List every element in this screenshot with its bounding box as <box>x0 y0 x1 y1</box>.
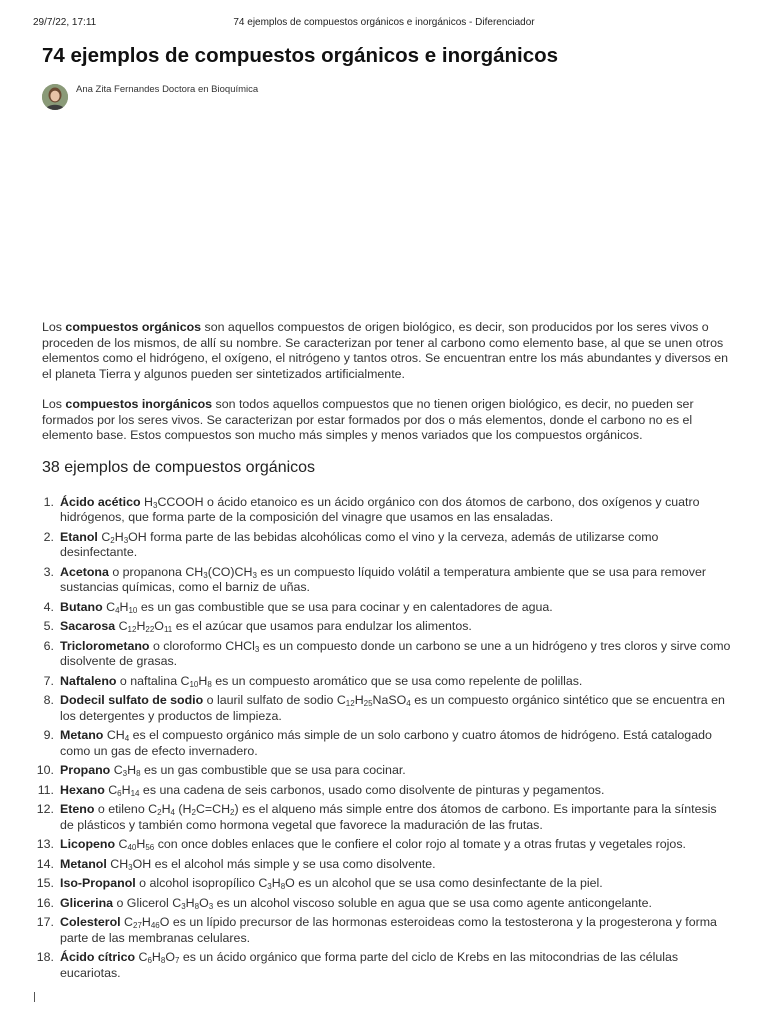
subscript: 46 <box>150 921 160 930</box>
subscript: 7 <box>174 956 180 965</box>
text-run: H <box>185 895 195 910</box>
text-run: es el azúcar que usamos para endulzar los alimentos. <box>172 619 472 633</box>
list-item <box>36 763 732 779</box>
term: compuestos orgánicos <box>65 320 202 334</box>
text-run: son todos aquellos compuestos que no tienen origen biológico, es decir, no pueden ser formados por los seres vivos. Se caracterizan por estar formados por dos o más elementos, donde el carbono no es el elemento base. Estos compuestos son mucho más simples y menos variados que los compuestos orgánicos. <box>42 397 694 442</box>
text-run: C <box>97 529 111 544</box>
list-item-number: 5. <box>43 619 54 633</box>
text-run: H <box>127 763 137 777</box>
term: Etanol <box>60 529 98 544</box>
list-item <box>36 915 732 946</box>
term: Dodecil sulfato de sodio <box>60 693 204 707</box>
subscript: 10 <box>189 679 199 689</box>
text-run: con once dobles enlaces que le confiere el color rojo al tomate y a otras frutas y vegetales rojos. <box>154 837 686 851</box>
text-run: C=CH <box>195 802 231 816</box>
term: Ácido acético <box>60 494 141 509</box>
subscript: 3 <box>252 570 257 580</box>
subscript: 14 <box>130 788 140 798</box>
list-item <box>42 639 732 670</box>
list-item-number: 2. <box>43 529 54 544</box>
list-item <box>36 837 732 853</box>
term: Glicerina <box>60 895 114 910</box>
text-run: H <box>140 494 153 509</box>
subscript: 25 <box>363 699 373 708</box>
text-run: O es un lípido precursor de las hormonas esteroideas como la testosterona y la progesterona y forma parte de las membranas celulares. <box>60 915 717 945</box>
list-item-number: 13. <box>36 837 54 851</box>
list-item <box>42 495 732 526</box>
text-run: H <box>198 673 208 688</box>
list-item-number: 9. <box>43 728 54 742</box>
page-edge-mark <box>34 992 35 1002</box>
subscript: 12 <box>345 699 355 708</box>
text-run: C <box>120 915 133 929</box>
subscript: 3 <box>152 500 158 510</box>
subscript: 2 <box>110 535 115 545</box>
text-run: son aquellos compuestos de origen biológico, es decir, son producidos por los seres vivos o proceden de los mismos, de allí su nombre. Se caracterizan por tener al carbono como elemento base, al que se unen otros elementos como el hidrógeno, el oxígeno, el nitrógeno y tantos otros. Se encuentran entre los más abundantes y diversos en el planeta Tierra y algunos pueden ser sintetizados artificialmente. <box>42 320 729 381</box>
text-run: H <box>141 915 151 929</box>
list-item <box>36 950 732 981</box>
text-run: (H <box>174 802 192 816</box>
text-run: es un gas combustible que se usa para cocinar y en calentadores de agua. <box>137 599 553 614</box>
list-item-number: 15. <box>36 876 54 890</box>
text-run: es un compuesto orgánico sintético que se encuentra en los detergentes y productos de limpieza. <box>60 693 725 723</box>
term: Ácido cítrico <box>60 950 136 964</box>
text-run: Los <box>42 320 66 334</box>
subscript: 22 <box>145 625 155 634</box>
subscript: 56 <box>145 843 155 852</box>
examples-list <box>36 494 732 982</box>
term: Eteno <box>60 802 95 816</box>
text-run: NaSO <box>372 693 407 707</box>
subscript: 2 <box>157 808 162 817</box>
text-run: H <box>354 693 364 707</box>
list-item <box>37 782 732 799</box>
text-run: OH es el alcohol más simple y se usa como disolvente. <box>132 856 436 871</box>
term: Licopeno <box>60 837 116 851</box>
text-run: C <box>135 950 148 964</box>
text-run: o lauril sulfato de sodio C <box>203 693 346 707</box>
subscript: 3 <box>123 535 129 545</box>
text-run: H <box>151 950 161 964</box>
text-run: H <box>121 782 131 797</box>
subscript: 11 <box>163 625 173 634</box>
article-body <box>36 320 732 985</box>
author-avatar[interactable] <box>42 84 68 110</box>
subscript: 4 <box>124 734 130 743</box>
list-item <box>42 693 732 724</box>
list-item <box>42 530 732 561</box>
subscript: 8 <box>207 679 212 689</box>
subscript: 3 <box>128 862 133 872</box>
list-item-number: 4. <box>43 599 54 614</box>
text-run: O es un alcohol que se usa como desinfectante de la piel. <box>285 876 603 890</box>
term: compuestos inorgánicos <box>65 397 213 411</box>
list-item-number: 8. <box>43 693 54 707</box>
text-run: C <box>115 837 128 851</box>
text-run: es un compuesto líquido volátil a temperatura ambiente que se usa para remover sustancias químicas, como el barniz de uñas. <box>60 564 706 594</box>
list-item <box>42 565 732 596</box>
text-run: H <box>114 529 124 544</box>
text-run: O <box>165 950 175 964</box>
term: Acetona <box>60 564 109 579</box>
subscript: 8 <box>136 769 141 778</box>
text-run: ) es el alqueno más simple entre dos átomos de carbono. Es importante para la síntesis de plásticos y también como hormona vegetal que favorece la maduración de las frutas. <box>60 802 717 832</box>
print-document-title: 74 ejemplos de compuestos orgánicos e inorgánicos - Diferenciador <box>233 17 535 28</box>
text-run: es un compuesto aromático que se usa como repelente de polillas. <box>211 673 583 688</box>
text-run: H <box>119 599 129 614</box>
term: Propano <box>60 763 111 777</box>
subscript: 3 <box>203 570 208 580</box>
term: Metano <box>60 728 104 742</box>
section-title: 38 ejemplos de compuestos orgánicos <box>42 458 316 476</box>
term: Hexano <box>60 782 105 797</box>
text-run: (CO)CH <box>207 564 253 579</box>
list-item <box>36 895 732 912</box>
list-item <box>36 876 732 892</box>
avatar-photo-icon <box>42 84 68 110</box>
list-item-number: 16. <box>36 895 54 910</box>
subscript: 12 <box>127 625 137 634</box>
text-run: OH forma parte de las bebidas alcohólicas como el vino y la cerveza, además de utilizarse como desinfectante. <box>60 529 659 559</box>
text-run: es un ácido orgánico que forma parte del ciclo de Krebs en las mitocondrias de las células eucariotas. <box>60 950 679 980</box>
text-run: o alcohol isopropílico C <box>135 876 268 890</box>
list-item-number: 18. <box>36 950 54 964</box>
subscript: 6 <box>147 956 152 965</box>
subscript: 4 <box>406 699 411 708</box>
subscript: 3 <box>208 901 214 911</box>
author-name[interactable]: Ana Zita Fernandes Doctora en Bioquímica <box>76 84 259 95</box>
text-run: es el compuesto orgánico más simple de un solo carbono y cuatro átomos de hidrógeno. Está catalogado como un gas de efecto invernadero. <box>60 728 712 758</box>
text-run: H <box>136 837 146 851</box>
text-run: C <box>115 619 128 633</box>
subscript: 40 <box>127 843 137 852</box>
text-run: Los <box>42 397 66 411</box>
subscript: 3 <box>181 901 186 911</box>
term: Iso-Propanol <box>60 876 136 890</box>
text-run: CCOOH o ácido etanoico es un ácido orgánico con dos átomos de carbono, dos oxígenos y cuatro hidrógenos, que forma parte de la composición del vinagre que usamos en las ensaladas. <box>60 494 700 524</box>
text-run: o propanona CH <box>108 564 204 579</box>
list-item <box>42 674 732 690</box>
text-run: es un gas combustible que se usa para cocinar. <box>140 763 406 777</box>
list-item-number: 6. <box>43 638 54 653</box>
list-item-number: 14. <box>36 856 54 871</box>
subscript: 10 <box>128 605 138 615</box>
text-run: H <box>161 802 171 816</box>
term: Metanol <box>60 856 107 871</box>
term: Triclorometano <box>60 638 150 653</box>
subscript: 4 <box>115 605 120 615</box>
print-header <box>33 17 735 31</box>
text-run: O <box>154 619 164 633</box>
text-run: C <box>104 782 118 797</box>
text-run: es un compuesto donde un carbono se une a un hidrógeno y tres cloros y sirve como disolvente de grasas. <box>60 638 731 668</box>
list-item-number: 17. <box>36 915 54 929</box>
text-run: es una cadena de seis carbonos, usado como disolvente de pinturas y pegamentos. <box>139 782 605 797</box>
subscript: 3 <box>254 644 260 654</box>
term: Naftaleno <box>60 673 117 688</box>
term: Butano <box>60 599 103 614</box>
text-run: CH <box>103 728 125 742</box>
subscript: 3 <box>122 769 128 778</box>
list-item <box>42 619 732 635</box>
term: Sacarosa <box>60 619 116 633</box>
text-run: o etileno C <box>94 802 158 816</box>
list-item-number: 3. <box>43 564 54 579</box>
list-item <box>36 802 732 833</box>
list-item-number: 1. <box>43 494 54 509</box>
subscript: 3 <box>267 882 272 891</box>
text-run: H <box>136 619 146 633</box>
text-run: o Glicerol C <box>113 895 182 910</box>
list-item <box>42 728 732 759</box>
text-run: o cloroformo CHCl <box>149 638 255 653</box>
subscript: 8 <box>194 901 200 911</box>
subscript: 27 <box>133 921 142 930</box>
subscript: 8 <box>160 956 166 965</box>
subscript: 2 <box>191 808 196 817</box>
intro-paragraph <box>42 397 732 444</box>
list-item <box>36 856 732 873</box>
list-item-number: 7. <box>43 673 54 688</box>
text-run: es un alcohol viscoso soluble en agua que se usa como agente anticongelante. <box>213 895 652 910</box>
list-item <box>42 600 732 616</box>
text-run: H <box>271 876 281 890</box>
list-item-number: 11. <box>37 782 54 797</box>
text-run: o naftalina C <box>116 673 190 688</box>
subscript: 4 <box>170 808 175 817</box>
subscript: 2 <box>230 808 235 817</box>
text-run: C <box>110 763 123 777</box>
text-run: CH <box>106 856 129 871</box>
intro-paragraph <box>42 320 732 382</box>
subscript: 8 <box>280 882 286 891</box>
list-item-number: 10. <box>36 763 54 777</box>
page-title: 74 ejemplos de compuestos orgánicos e inorgánicos <box>42 44 559 67</box>
text-run: O <box>199 895 209 910</box>
term: Colesterol <box>60 915 121 929</box>
print-datetime: 29/7/22, 17:11 <box>33 17 97 28</box>
subscript: 6 <box>117 788 122 798</box>
text-run: C <box>102 599 116 614</box>
list-item-number: 12. <box>36 802 54 816</box>
